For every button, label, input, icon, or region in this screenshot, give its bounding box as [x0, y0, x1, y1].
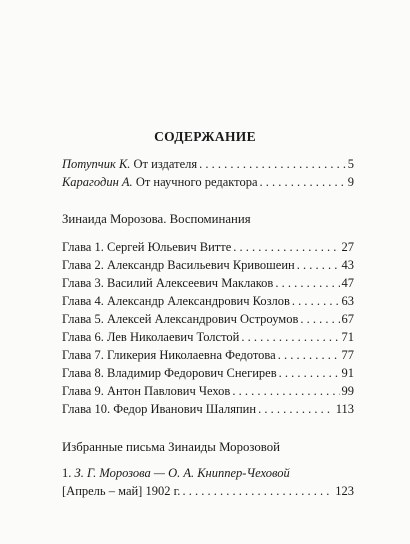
- leader-dots: [260, 173, 346, 191]
- leader-dots: [241, 328, 339, 346]
- leader-dots: [275, 274, 339, 292]
- letter-title: З. Г. Морозова — О. А. Книппер-Чеховой: [74, 466, 290, 480]
- page-number: 71: [341, 330, 354, 344]
- page-number: 77: [341, 348, 354, 362]
- leader-dots: [300, 310, 339, 328]
- toc-title: СОДЕРЖАНИЕ: [154, 129, 256, 144]
- chapter-label: Глава 2. Александр Васильевич Кривошеин: [62, 258, 295, 272]
- page-number: 5: [347, 157, 354, 171]
- page-number: 99: [341, 384, 354, 398]
- leader-dots: [292, 292, 340, 310]
- toc-entry-chapter: [62, 328, 354, 346]
- leader-dots: [258, 400, 334, 418]
- leader-dots: [279, 364, 340, 382]
- entry-text: От издателя: [133, 157, 198, 171]
- letter-number: 1.: [62, 466, 72, 480]
- toc-entry-chapter: [62, 400, 354, 418]
- page-number: 91: [341, 366, 354, 380]
- letter-date: [Апрель – май] 1902 г.: [62, 484, 181, 498]
- chapter-label: Глава 4. Александр Александрович Козлов: [62, 294, 290, 308]
- leader-dots: [199, 155, 346, 173]
- entry-text: От научного редактора: [135, 175, 258, 189]
- toc-entry-chapter: [62, 346, 354, 364]
- toc-entry-letter: [62, 482, 354, 500]
- leader-dots: [233, 238, 339, 256]
- chapter-label: Глава 6. Лев Николаевич Толстой: [62, 330, 240, 344]
- page-number: 113: [335, 402, 354, 416]
- entry-author: Карагодин А.: [62, 175, 133, 189]
- chapter-label: Глава 3. Василий Алексеевич Маклаков: [62, 276, 274, 290]
- toc-entry-chapter: [62, 292, 354, 310]
- page-number: 123: [335, 484, 354, 498]
- page-number: 43: [341, 258, 354, 272]
- chapter-label: Глава 5. Алексей Александрович Остроумов: [62, 312, 299, 326]
- leader-dots: [297, 256, 340, 274]
- toc-entry-chapter: [62, 310, 354, 328]
- toc-entry-publisher: [62, 155, 354, 173]
- section-heading-letters: Избранные письма Зинаиды Морозовой: [62, 440, 280, 454]
- toc-entry-chapter: [62, 364, 354, 382]
- leader-dots: [232, 382, 339, 400]
- chapter-label: Глава 8. Владимир Федорович Снегирев: [62, 366, 277, 380]
- chapter-label: Глава 7. Гликерия Николаевна Федотова: [62, 348, 276, 362]
- page-number: 47: [341, 276, 354, 290]
- chapter-label: Глава 1. Сергей Юльевич Витте: [62, 240, 232, 254]
- toc-entry-chapter: [62, 238, 354, 256]
- chapter-label: Глава 9. Антон Павлович Чехов: [62, 384, 231, 398]
- leader-dots: [182, 482, 333, 500]
- page-number: 63: [341, 294, 354, 308]
- section-heading-memoirs: Зинаида Морозова. Воспоминания: [62, 212, 251, 226]
- toc-entry-chapter: [62, 256, 354, 274]
- page-number: 67: [341, 312, 354, 326]
- chapter-label: Глава 10. Федор Иванович Шаляпин: [62, 402, 257, 416]
- page-number: 27: [341, 240, 354, 254]
- entry-author: Потупчик К.: [62, 157, 131, 171]
- toc-entry-chapter: [62, 274, 354, 292]
- letter-heading: [62, 464, 290, 482]
- leader-dots: [278, 346, 340, 364]
- toc-entry-chapter: [62, 382, 354, 400]
- toc-entry-editor: [62, 173, 354, 191]
- page-number: 9: [347, 175, 354, 189]
